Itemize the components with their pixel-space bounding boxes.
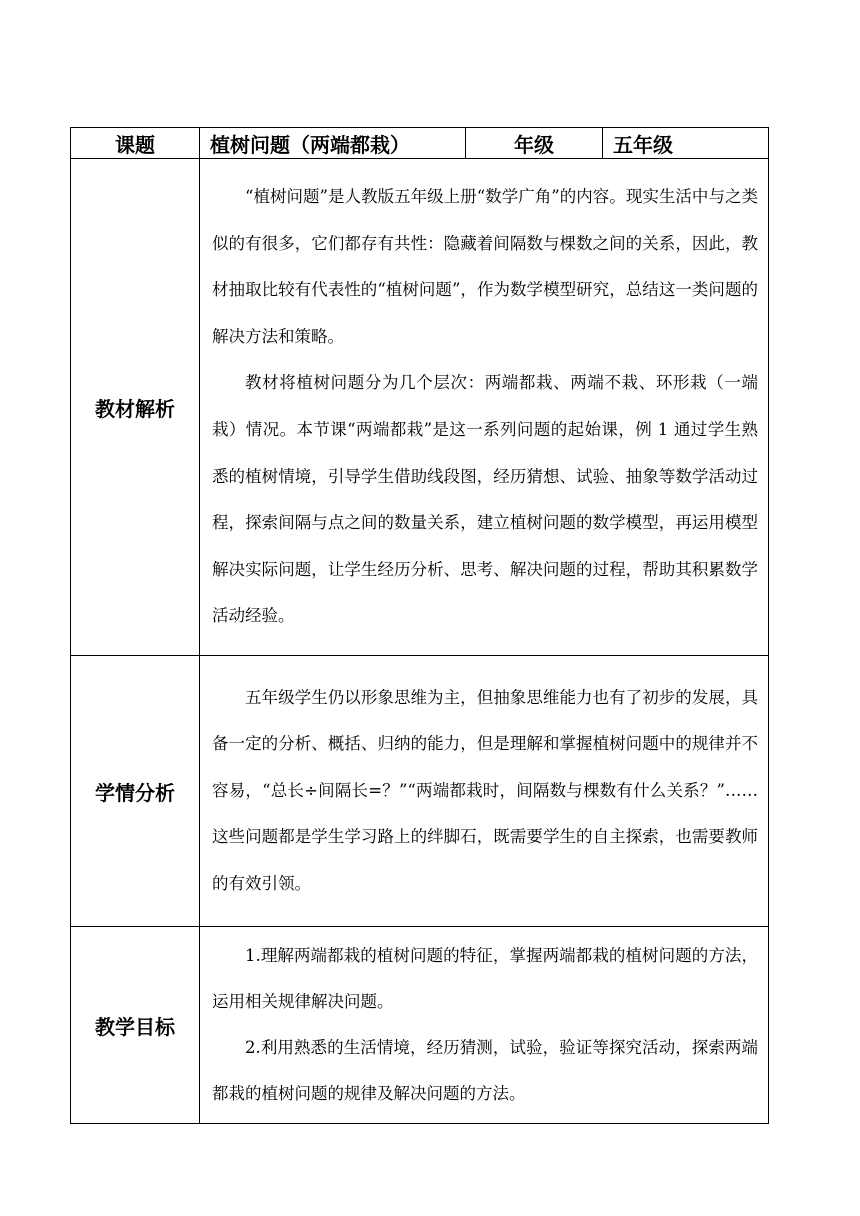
section-row-materials bbox=[71, 159, 769, 656]
materials-paragraph-1: “植树问题”是人教版五年级上册“数学广角”的内容。现实生活中与之类似的有很多，它们都存有共性：隐藏着间隔数与棵数之间的关系，因此，教材抽取比较有代表性的“植树问题”，作为数学模型研究，总结这一类问题的解决方法和策略。 bbox=[212, 187, 758, 346]
section-label-students: 学情分析 bbox=[71, 656, 200, 927]
section-row-goals bbox=[71, 927, 769, 1124]
goals-paragraph-2: 2.利用熟悉的生活情境，经历猜测，试验，验证等探究活动，探索两端都栽的植树问题的规律及解决问题的方法。 bbox=[212, 1038, 758, 1103]
section-label-materials: 教材解析 bbox=[71, 159, 200, 656]
section-content-materials bbox=[200, 159, 769, 656]
lesson-plan-table bbox=[70, 127, 769, 1124]
students-paragraph-1: 五年级学生仍以形象思维为主，但抽象思维能力也有了初步的发展，具备一定的分析、概括、归纳的能力，但是理解和掌握植树问题中的规律并不容易，“总长÷间隔长=？”“两端都栽时，间隔数与棵数有什么关系？”……这些问题都是学生学习路上的绊脚石，既需要学生的自主探索，也需要教师的有效引领。 bbox=[212, 687, 758, 893]
section-content-students bbox=[200, 656, 769, 927]
goals-paragraph-1: 1.理解两端都栽的植树问题的特征，掌握两端都栽的植树问题的方法，运用相关规律解决问题。 bbox=[212, 946, 758, 1011]
section-content-goals bbox=[200, 927, 769, 1124]
materials-paragraph-2: 教材将植树问题分为几个层次：两端都栽、两端不栽、环形栽（一端栽）情况。本节课“两端都栽”是这一系列问题的起始课，例 1 通过学生熟悉的植树情境，引导学生借助线段图，经历猜想、试验、抽象等数学活动过程，探索间隔与点之间的数量关系，建立植树问题的数学模型，再运用模型解决实际问题，让学生经历分析、思考、解决问题的过程，帮助其积累数学活动经验。 bbox=[212, 373, 758, 626]
section-row-students bbox=[71, 656, 769, 927]
topic-value: 植树问题（两端都栽） bbox=[200, 128, 466, 159]
topic-label: 课题 bbox=[71, 128, 200, 159]
grade-label: 年级 bbox=[466, 128, 603, 159]
header-row bbox=[71, 128, 769, 159]
section-label-goals: 教学目标 bbox=[71, 927, 200, 1124]
grade-value: 五年级 bbox=[603, 128, 769, 159]
